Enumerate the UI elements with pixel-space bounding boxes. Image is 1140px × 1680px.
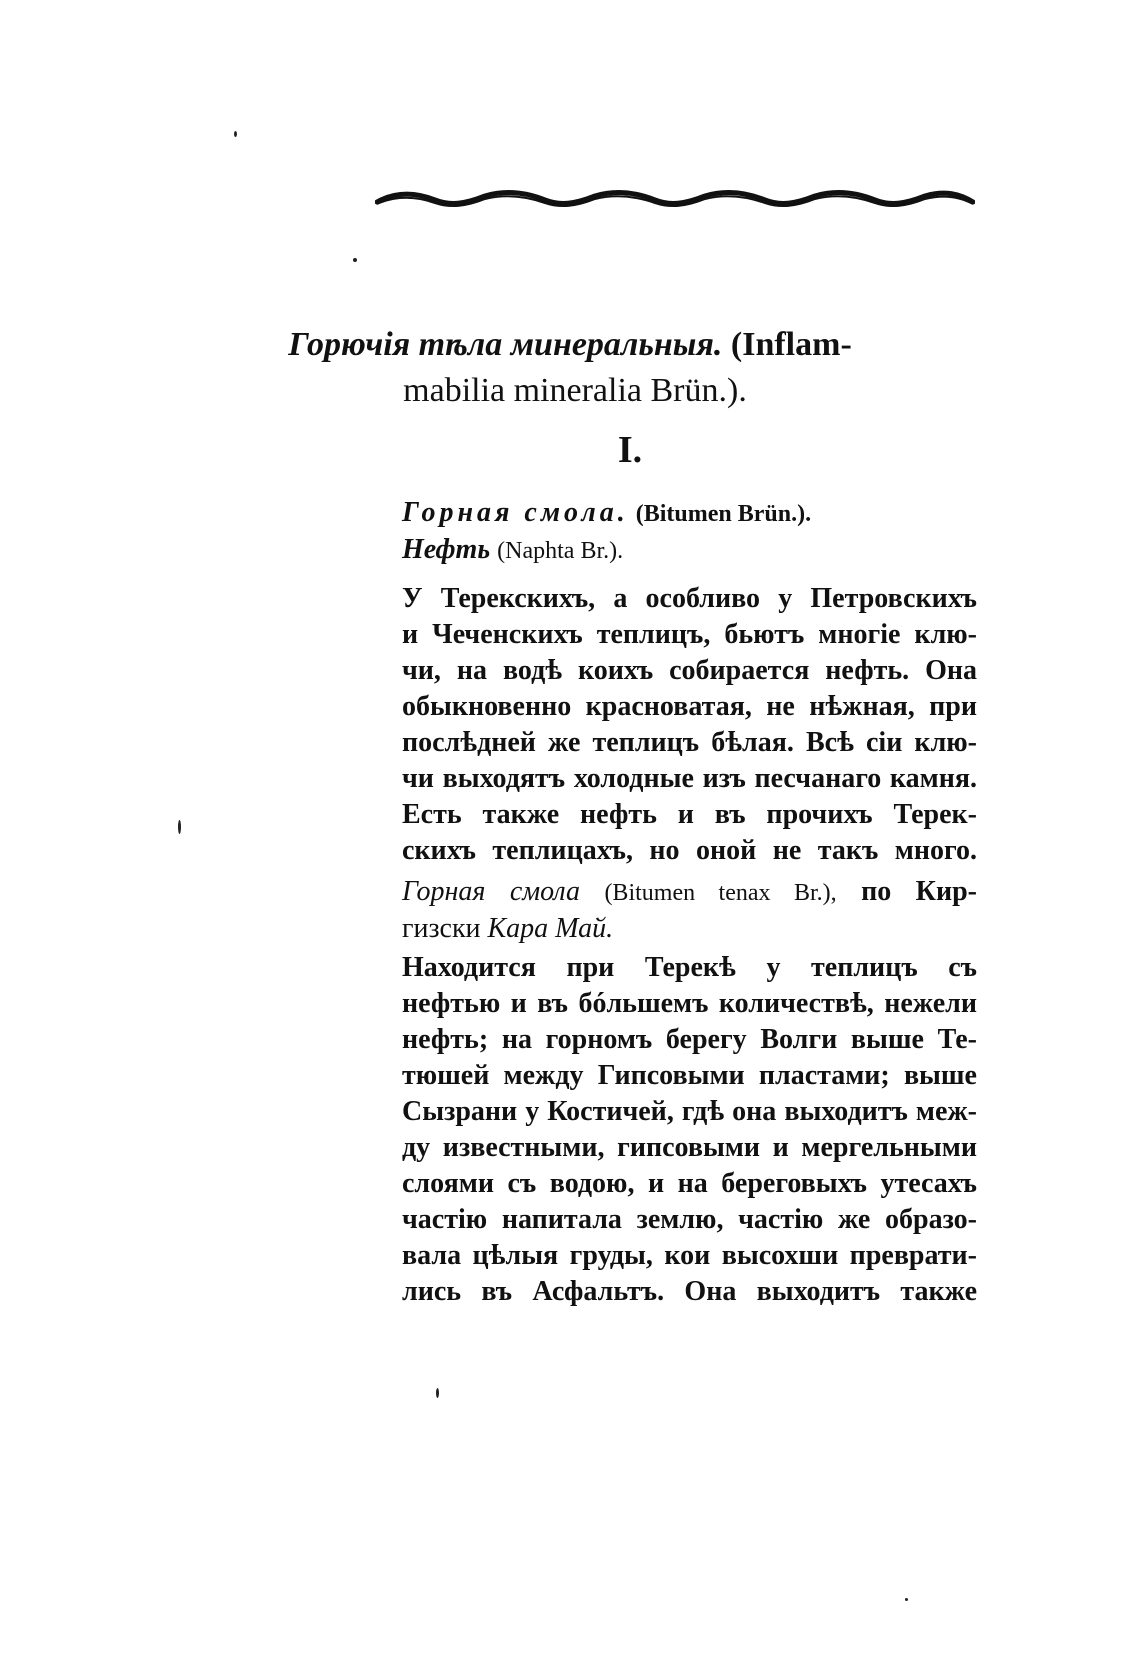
paragraph-line: У Терекскихъ, а особливо у Петровскихъ <box>402 583 977 614</box>
paragraph-line: нефть; на горномъ берегу Волги выше Те- <box>402 1024 977 1055</box>
paragraph-line: и Чеченскихъ теплицъ, бьютъ многіе клю- <box>402 619 977 650</box>
decorative-rule-ornament <box>375 186 975 214</box>
gornaya-rest: по Кир- <box>861 876 978 907</box>
heading-russian: Горючія тѣла минеральныя. <box>288 326 723 363</box>
paragraph-line: Сызрани у Костичей, гдѣ она выходитъ меж- <box>402 1096 977 1127</box>
print-speck <box>905 1598 908 1601</box>
section-number: I. <box>617 429 643 471</box>
paragraph-line: чи выходятъ холодные изъ песчанаго камня. <box>402 763 977 794</box>
paragraph-line: послѣдней же теплицъ бѣлая. Всѣ сіи клю- <box>402 727 977 758</box>
gornaya-latin: (Bitumen tenax Br.), <box>604 880 837 906</box>
naphta-russian: Нефть <box>402 534 491 565</box>
paragraph-line: лись въ Асфальтъ. Она выходитъ также <box>402 1276 977 1307</box>
paragraph-line: ду известными, гипсовыми и мергельными <box>402 1132 977 1163</box>
print-speck <box>234 131 237 137</box>
heading-latin-part2: mabilia mineralia Brün.). <box>403 372 747 409</box>
paragraph-gornaya <box>402 950 977 1310</box>
gornaya-smola-block <box>402 874 977 947</box>
heading-latin-part1: (Inflam- <box>730 326 852 363</box>
paragraph-line: слоями съ водою, и на береговыхъ утесахъ <box>402 1168 977 1199</box>
naphta-latin: (Naphta Br.). <box>497 538 624 564</box>
paragraph-line: частію напитала землю, частію же образо- <box>402 1204 977 1235</box>
print-speck <box>178 820 181 834</box>
paragraph-line: вала цѣлыя груды, кои высохши преврати- <box>402 1240 977 1271</box>
paragraph-naphta <box>402 581 977 869</box>
print-speck <box>436 1388 439 1398</box>
paragraph-line: Есть также нефть и въ прочихъ Терек- <box>402 799 977 830</box>
paragraph-line: чи, на водѣ коихъ собирается нефть. Она <box>402 655 977 686</box>
paragraph-line: тюшей между Гипсовыми пластами; выше <box>402 1060 977 1091</box>
paragraph-line: обыкновенно красноватая, не нѣжная, при <box>402 691 977 722</box>
gornaya-russian: Горная смола <box>402 876 580 907</box>
paragraph-line: Находится при Терекѣ у теплицъ съ <box>402 952 977 983</box>
subheading-block <box>402 495 977 569</box>
subheading-russian: Горная смола. <box>402 497 629 528</box>
kara-may: Кара Май. <box>487 913 614 944</box>
print-speck <box>353 258 357 262</box>
subheading-latin: (Bitumen Brün.). <box>635 501 812 527</box>
paragraph-line: нефтью и въ бóльшемъ количествѣ, нежели <box>402 988 977 1019</box>
paragraph-line: скихъ теплицахъ, но оной не такъ много. <box>402 835 977 866</box>
gornaya-line2-prefix: гизски <box>402 913 481 944</box>
page-heading <box>0 322 1140 414</box>
